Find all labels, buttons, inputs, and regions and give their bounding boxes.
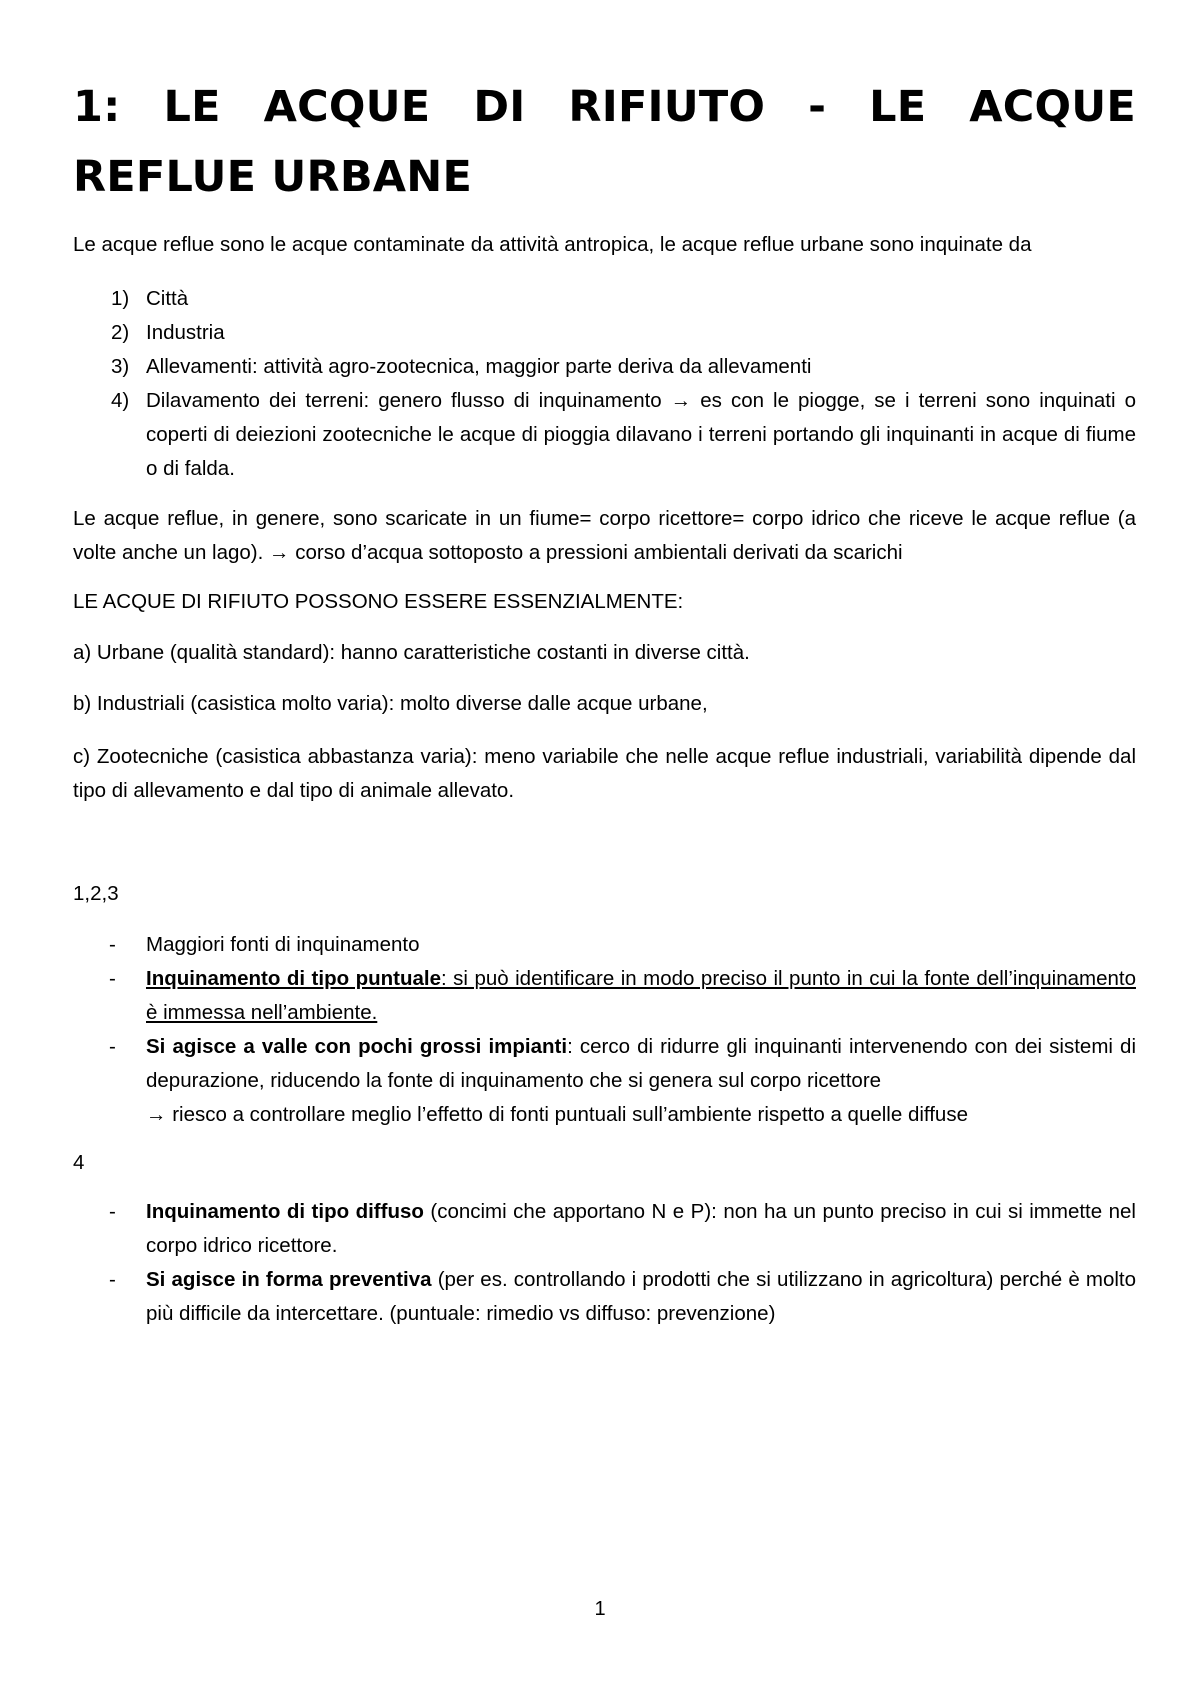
receiver-paragraph: Le acque reflue, in genere, sono scaricate in un fiume= corpo ricettore= corpo idrico che riceve le acque reflue (a volte anche un lago). → corso d’acqua sottoposto a pressioni ambientali derivati da scarichi	[73, 507, 1136, 564]
list-item-bold-text: Inquinamento di tipo puntuale	[146, 967, 441, 990]
group1-list	[73, 928, 1136, 1132]
list-item	[73, 316, 1136, 350]
list-item	[73, 282, 1136, 316]
list-item-text: : si può identificare in modo preciso il punto in cui la fonte dell’inquinamento è immessa nell’ambiente.	[146, 967, 1136, 1024]
bullet-dash: -	[109, 933, 116, 956]
page-number: 1	[594, 1598, 606, 1620]
bullet-dash: -	[109, 1200, 116, 1223]
list-item-bold-text: Inquinamento di tipo diffuso	[146, 1200, 424, 1223]
list-item-text: (per es. controllando i prodotti che si utilizzano in agricoltura) perché è molto più difficile da intercettare. (puntuale: rimedio vs diffuso: prevenzione)	[146, 1268, 1137, 1325]
list-item-text: Città	[146, 287, 189, 310]
group-label-4: 4	[73, 1151, 85, 1174]
group2-list	[73, 1195, 1136, 1331]
list-item-text: Dilavamento dei terreni: genero flusso di inquinamento → es con le piogge, se i terreni sono inquinati o coperti di deiezioni zootecniche le acque di pioggia dilavano i terreni portando gli inquinanti in acque di fiume o di falda.	[146, 389, 1136, 480]
page-title: 1: LE ACQUE DI RIFIUTO - LE ACQUE REFLUE URBANE	[73, 82, 1136, 202]
list-item	[73, 384, 1136, 486]
list-item-text: (concimi che apportano N e P): non ha un punto preciso in cui si immette nel corpo idrico ricettore.	[146, 1200, 1136, 1257]
list-number: 2)	[111, 321, 130, 344]
list-number: 4)	[111, 389, 130, 412]
list-item-note: → riesco a controllare meglio l’effetto di fonti puntuali sull’ambiente rispetto a quelle diffuse	[146, 1103, 968, 1126]
type-c-paragraph: c) Zootecniche (casistica abbastanza varia): meno variabile che nelle acque reflue industriali, variabilità dipende dal tipo di allevamento e dal tipo di animale allevato.	[73, 745, 1136, 802]
list-item	[73, 928, 1136, 962]
bullet-dash: -	[109, 1268, 116, 1291]
type-a-paragraph: a) Urbane (qualità standard): hanno caratteristiche costanti in diverse città.	[73, 641, 750, 664]
list-item	[73, 1030, 1136, 1132]
list-item-text: Industria	[146, 321, 225, 344]
list-item-bold-text: Si agisce in forma preventiva	[146, 1268, 432, 1291]
list-item-text: : cerco di ridurre gli inquinanti intervenendo con dei sistemi di depurazione, riducendo la fonte di inquinamento che si genera sul corpo ricettore	[146, 1035, 1136, 1092]
bullet-dash: -	[109, 1035, 116, 1058]
list-item	[73, 962, 1136, 1030]
group-label-123: 1,2,3	[73, 882, 119, 905]
list-item-text: Maggiori fonti di inquinamento	[146, 933, 420, 956]
sources-list	[73, 282, 1136, 486]
bullet-dash: -	[109, 967, 116, 990]
list-item	[73, 350, 1136, 384]
list-number: 3)	[111, 355, 130, 378]
list-item-bold-text: Si agisce a valle con pochi grossi impianti	[146, 1035, 568, 1058]
intro-paragraph: Le acque reflue sono le acque contaminate da attività antropica, le acque reflue urbane sono inquinate da	[73, 233, 1032, 256]
list-item	[73, 1263, 1136, 1331]
types-heading: LE ACQUE DI RIFIUTO POSSONO ESSERE ESSENZIALMENTE:	[73, 590, 684, 613]
type-b-paragraph: b) Industriali (casistica molto varia): molto diverse dalle acque urbane,	[73, 692, 708, 715]
list-item	[73, 1195, 1136, 1263]
list-number: 1)	[111, 287, 130, 310]
list-item-text: Allevamenti: attività agro-zootecnica, maggior parte deriva da allevamenti	[146, 355, 812, 378]
